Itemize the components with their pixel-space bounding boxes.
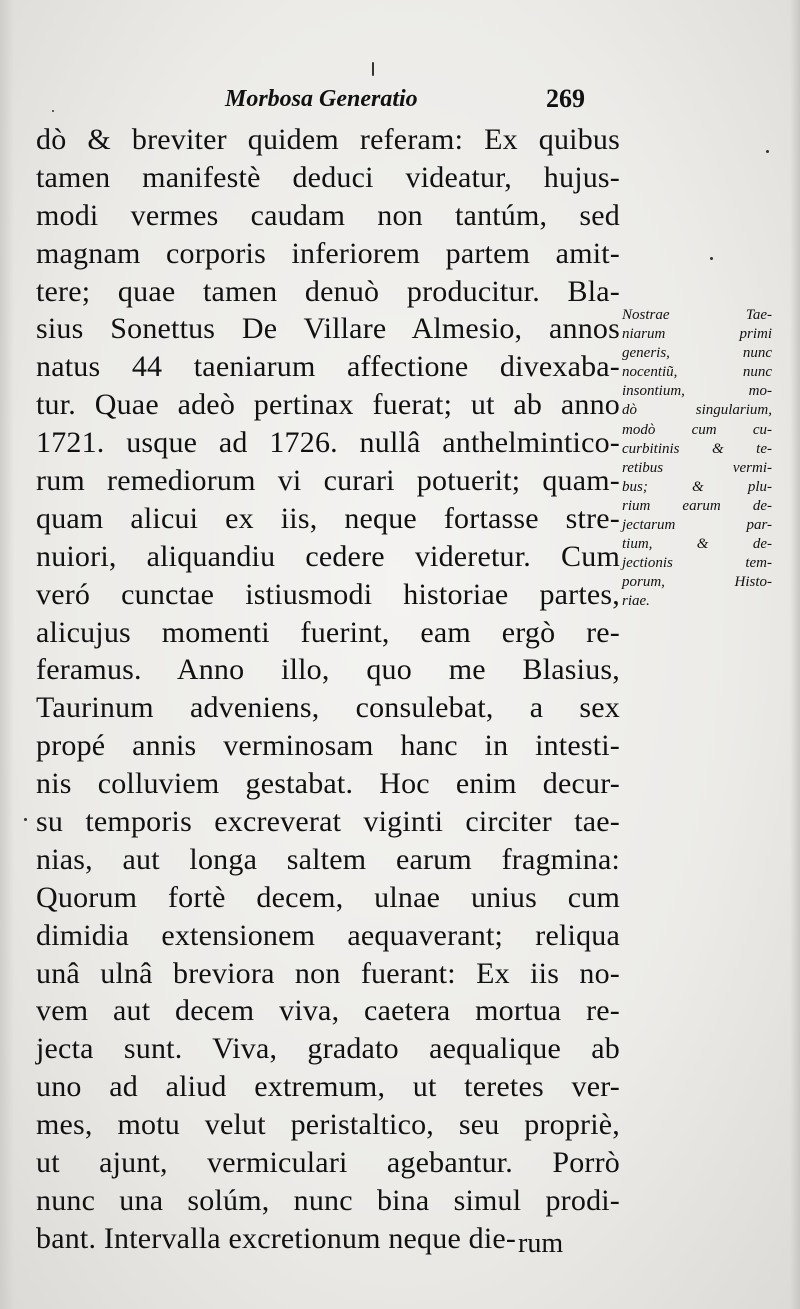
marginal-note-line: dò singularium, — [622, 402, 772, 419]
marginal-note-line: generis, nunc — [622, 345, 772, 362]
scan-speck — [52, 110, 54, 112]
text-line: modi vermes caudam non tantúm, sed — [36, 198, 620, 232]
scan-speck — [766, 150, 769, 153]
page-header — [225, 86, 585, 126]
scan-speck — [372, 62, 374, 76]
text-line: Quorum fortè decem, ulnae unius cum — [36, 880, 620, 914]
text-line: alicujus momenti fuerint, eam ergò re- — [36, 615, 620, 649]
marginal-note-line: nocentiũ, nunc — [622, 364, 772, 381]
text-line: uno ad aliud extremum, ut teretes ver- — [36, 1070, 620, 1104]
marginal-note-line: retibus vermi- — [622, 459, 772, 476]
scan-speck — [24, 818, 27, 821]
text-line: nuiori, aliquandiu cedere videretur. Cum — [36, 539, 620, 573]
text-line: rum remediorum vi curari potuerit; quam- — [36, 464, 620, 498]
marginal-note-line: tium, & de- — [622, 536, 772, 553]
main-text-block — [36, 121, 620, 1258]
marginal-note-line: insontium, mo- — [622, 383, 772, 400]
text-line: sius Sonettus De Villare Almesio, annos — [36, 312, 620, 346]
marginal-note-line: jectarum par- — [622, 517, 772, 534]
running-title: Morbosa Generatio — [225, 86, 418, 112]
marginal-note-line: curbitinis & te- — [622, 440, 772, 457]
text-line: veró cunctae istiusmodi historiae partes, — [36, 577, 620, 611]
marginal-note-line: riae. — [622, 593, 650, 610]
catchword: rum — [518, 1228, 564, 1259]
text-line: nis colluviem gestabat. Hoc enim decur- — [36, 767, 620, 801]
text-line: tere; quae tamen denuò producitur. Bla- — [36, 274, 620, 308]
text-line: dò & breviter quidem referam: Ex quibus — [36, 123, 620, 156]
text-line: jecta sunt. Viva, gradato aequalique ab — [36, 1032, 620, 1066]
page-number: 269 — [546, 84, 585, 113]
text-line: natus 44 taeniarum affectione divexaba- — [36, 350, 620, 384]
page-edge-shadow-left — [0, 0, 14, 1309]
text-line: tur. Quae adeò pertinax fuerat; ut ab anno — [36, 388, 620, 422]
scan-speck — [710, 257, 713, 260]
marginal-note-line: bus; & plu- — [622, 478, 772, 495]
page-edge-shadow-right — [790, 0, 800, 1309]
text-line: magnam corporis inferiorem partem amit- — [36, 236, 620, 270]
text-line: vem aut decem viva, caetera mortua re- — [36, 994, 620, 1028]
marginal-note-line: modò cum cu- — [622, 421, 772, 438]
text-line: tamen manifestè deduci videatur, hujus- — [36, 160, 620, 194]
text-line: unâ ulnâ breviora non fuerant: Ex iis no- — [36, 956, 620, 990]
text-line: su temporis excreverat viginti circiter tae- — [36, 805, 620, 839]
marginal-note-line: Nostrae Tae- — [622, 307, 772, 323]
text-line: propé annis verminosam hanc in intesti- — [36, 729, 620, 763]
text-line: nias, aut longa saltem earum fragmina: — [36, 842, 620, 876]
text-line: bant. Intervalla excretionum neque die- — [36, 1221, 517, 1255]
marginal-note-line: porum, Histo- — [622, 574, 772, 591]
text-line: Taurinum adveniens, consulebat, a sex — [36, 691, 620, 725]
marginal-note — [622, 306, 772, 612]
marginal-note-line: jectionis tem- — [622, 555, 772, 572]
marginal-note-line: niarum primi — [622, 326, 772, 343]
text-line: quam alicui ex iis, neque fortasse stre- — [36, 501, 620, 535]
text-line: 1721. usque ad 1726. nullâ anthelmintico- — [36, 426, 620, 460]
text-line: ut ajunt, vermiculari agebantur. Porrò — [36, 1146, 620, 1180]
text-line: feramus. Anno illo, quo me Blasius, — [36, 653, 620, 687]
text-line: nunc una solúm, nunc bina simul prodi- — [36, 1183, 620, 1217]
marginal-note-line: rium earum de- — [622, 497, 772, 514]
text-line: mes, motu velut peristaltico, seu propriè, — [36, 1108, 620, 1142]
text-line: dimidia extensionem aequaverant; reliqua — [36, 918, 620, 952]
